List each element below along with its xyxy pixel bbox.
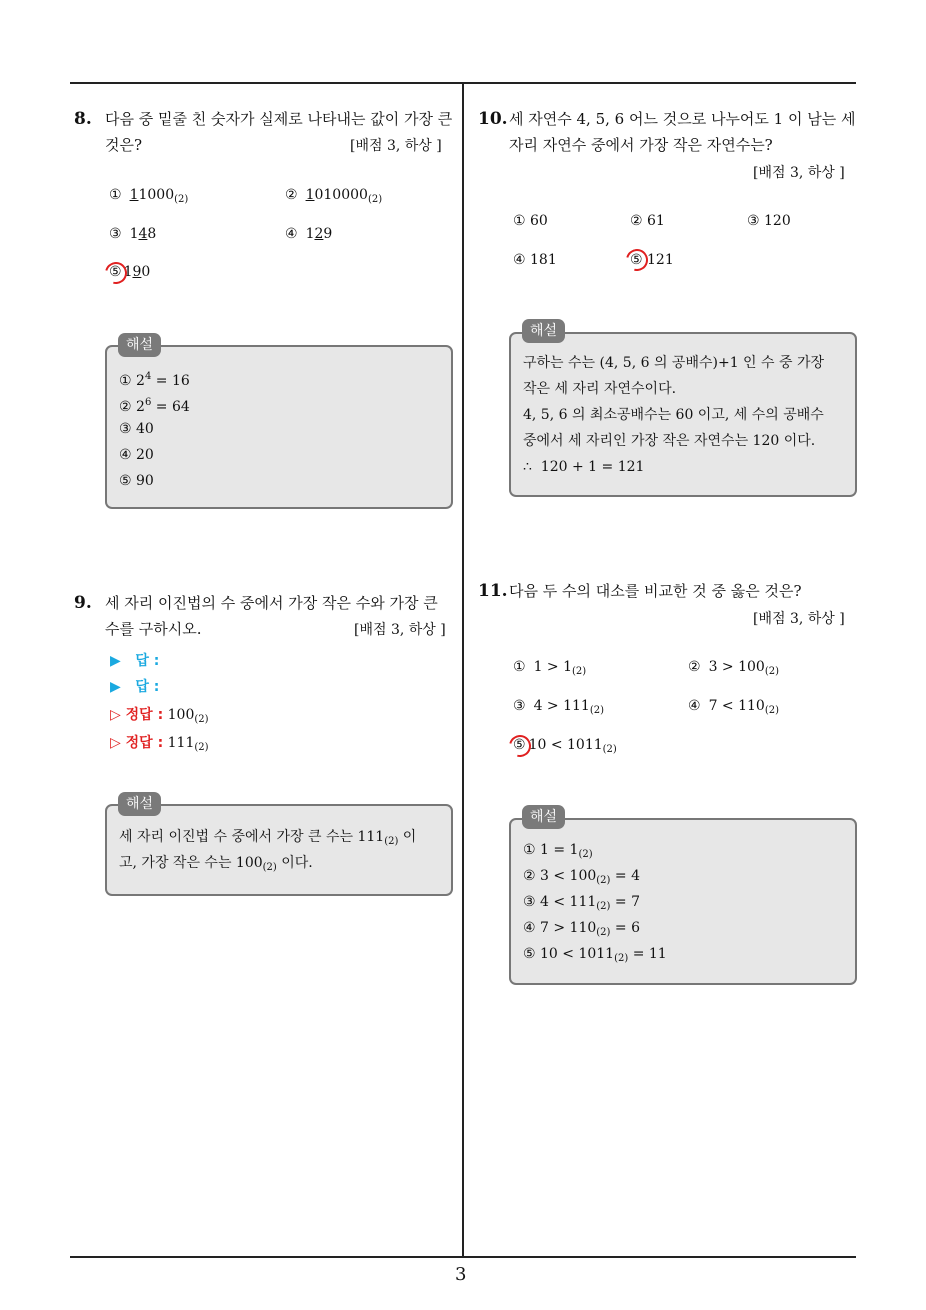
correct-answer-circle	[622, 245, 652, 275]
result: = 64	[151, 399, 190, 415]
score-meta: [배점 3, 하상 ]	[350, 138, 442, 154]
choice-mark: ④	[688, 698, 701, 714]
choice-4[interactable]: ④ 181	[513, 252, 557, 268]
question-line-1: 세 자연수 4, 5, 6 어느 것으로 나누어도 1 이 남는 세	[509, 110, 856, 128]
base-subscript: (2)	[602, 744, 617, 755]
choice-mark: ①	[523, 842, 536, 858]
underlined-digit: 9	[132, 264, 142, 280]
solution-tag: 해설	[118, 792, 161, 816]
choice-mark: ⑤	[119, 473, 132, 489]
base-subscript: (2)	[614, 953, 629, 964]
base-subscript: (2)	[262, 862, 277, 873]
base-subscript: (2)	[194, 742, 209, 753]
digits-pre: 1	[305, 226, 315, 242]
underlined-digit: 1	[305, 187, 315, 203]
solution-line-5	[523, 941, 667, 972]
solution-line-4: 중에서 세 자리인 가장 작은 자연수는 120 이다.	[523, 433, 816, 449]
question-line-1: 다음 두 수의 대소를 비교한 것 중 옳은 것은?	[509, 582, 802, 600]
answer-value: 111	[167, 735, 195, 751]
choice-mark: ②	[688, 659, 701, 675]
underlined-digit: 2	[314, 226, 324, 242]
digits-post: 0	[141, 264, 151, 280]
question-line-2: 것은?	[105, 136, 143, 154]
choice-mark: ②	[285, 187, 298, 203]
choice-mark: ④	[119, 447, 132, 463]
choice-3[interactable]: ③ 120	[747, 213, 791, 229]
solution-tag: 해설	[118, 333, 161, 357]
score-meta: [배점 3, 하상 ]	[354, 622, 446, 638]
comparison: 10 < 1011	[540, 946, 615, 962]
comparison: 4 > 111	[533, 698, 590, 714]
text: 세 자리 이진법 수 중에서 가장 큰 수는 111	[119, 829, 385, 845]
exponent: 6	[144, 397, 152, 408]
underlined-digit: 1	[129, 187, 139, 203]
base-subscript: (2)	[367, 194, 383, 205]
solution-line-4	[119, 442, 154, 468]
question-line-2: 수를 구하시오.	[105, 620, 202, 638]
base-subscript: (2)	[764, 666, 779, 677]
solution-tag: 해설	[522, 805, 565, 829]
score-meta: [배점 3, 하상 ]	[753, 611, 845, 627]
choice-3[interactable]	[513, 698, 604, 716]
base-subscript: (2)	[174, 194, 189, 205]
column-divider	[462, 82, 464, 1257]
choice-mark: ③	[119, 421, 132, 437]
digits-post: 010000	[314, 187, 368, 203]
correct-answer-1	[110, 704, 209, 725]
solution-box	[105, 804, 453, 896]
choice-5[interactable]: ⑤ 121	[630, 252, 674, 268]
choice-1[interactable]	[109, 187, 188, 205]
choice-mark: ⑤	[513, 737, 526, 753]
comparison: 1 > 1	[533, 659, 573, 675]
comparison: 3 > 100	[708, 659, 765, 675]
solution-line-1: 구하는 수는 (4, 5, 6 의 공배수)+1 인 수 중 가장	[523, 355, 825, 371]
question-line-2: 자리 자연수 중에서 가장 작은 자연수는?	[509, 136, 773, 154]
base: 2	[136, 373, 145, 389]
solution-line-2: 작은 세 자리 자연수이다.	[523, 381, 677, 397]
answer-label: ▷ 정답 :	[110, 707, 164, 723]
base-subscript: (2)	[384, 836, 399, 847]
question-line-1: 세 자리 이진법의 수 중에서 가장 작은 수와 가장 큰	[105, 594, 438, 612]
comparison: 1 = 1	[540, 842, 579, 858]
result: = 6	[610, 920, 640, 936]
solution-line-3: 4, 5, 6 의 최소공배수는 60 이고, 세 수의 공배수	[523, 407, 824, 423]
bottom-rule	[70, 1256, 856, 1258]
base-subscript: (2)	[578, 849, 593, 860]
result: = 11	[628, 946, 667, 962]
solution-box	[509, 332, 857, 497]
question-number: 9.	[74, 593, 92, 613]
digits-post: 9	[323, 226, 333, 242]
correct-answer-circle	[505, 731, 535, 761]
comparison: 7 > 110	[540, 920, 597, 936]
choice-2[interactable]: ② 61	[630, 213, 665, 229]
digits-post: 8	[147, 226, 157, 242]
solution-line-5: ∴ 120 + 1 = 121	[523, 459, 645, 475]
choice-1[interactable]: ① 60	[513, 213, 548, 229]
answer-blank-1[interactable]: ▶ 답 :	[110, 653, 160, 669]
exponent: 4	[144, 371, 152, 382]
choice-mark: ①	[513, 659, 526, 675]
answer-label: ▷ 정답 :	[110, 735, 164, 751]
comparison: 3 < 100	[540, 868, 597, 884]
solution-line-5	[119, 468, 154, 494]
result: = 7	[610, 894, 640, 910]
choice-mark: ⑤	[109, 264, 122, 280]
choice-4[interactable]	[688, 698, 779, 716]
result: = 4	[610, 868, 640, 884]
solution-line-2	[119, 850, 313, 881]
choice-mark: ①	[109, 187, 122, 203]
digits-pre: 1	[129, 226, 139, 242]
value: 40	[136, 421, 154, 437]
question-number: 10.	[478, 109, 508, 129]
correct-answer-circle	[101, 258, 131, 288]
digits-pre: 1	[123, 264, 133, 280]
choice-mark: ③	[523, 894, 536, 910]
choice-mark: ⑤	[523, 946, 536, 962]
score-meta: [배점 3, 하상 ]	[753, 165, 845, 181]
choice-mark: ②	[523, 868, 536, 884]
base-subscript: (2)	[194, 714, 209, 725]
comparison: 7 < 110	[708, 698, 765, 714]
question-number: 11.	[478, 581, 508, 601]
question-number: 8.	[74, 109, 92, 129]
base-subscript: (2)	[596, 927, 611, 938]
digits-post: 1000	[138, 187, 175, 203]
base-subscript: (2)	[764, 705, 779, 716]
choice-1[interactable]	[513, 659, 586, 677]
choice-mark: ④	[523, 920, 536, 936]
underlined-digit: 4	[138, 226, 148, 242]
choice-4[interactable]	[285, 226, 332, 242]
solution-line-3	[119, 416, 154, 442]
choice-3[interactable]	[109, 226, 156, 242]
answer-blank-2[interactable]: ▶ 답 :	[110, 679, 160, 695]
solution-box	[509, 818, 857, 985]
choice-2[interactable]	[688, 659, 779, 677]
base-subscript: (2)	[589, 705, 604, 716]
text: 고, 가장 작은 수는 100	[119, 855, 263, 871]
result: = 16	[151, 373, 190, 389]
page-number: 3	[455, 1264, 467, 1285]
answer-value: 100	[167, 707, 195, 723]
solution-tag: 해설	[522, 319, 565, 343]
choice-mark: ③	[109, 226, 122, 242]
question-line-1: 다음 중 밑줄 친 숫자가 실제로 나타내는 값이 가장 큰	[105, 110, 453, 128]
choice-2[interactable]	[285, 187, 382, 205]
choice-mark: ④	[285, 226, 298, 242]
choice-mark: ②	[119, 399, 132, 415]
comparison: 10 < 1011	[528, 737, 603, 753]
choice-mark: ①	[119, 373, 132, 389]
solution-box	[105, 345, 453, 509]
text: 이다.	[276, 855, 313, 871]
base-subscript: (2)	[596, 901, 611, 912]
value: 90	[136, 473, 154, 489]
correct-answer-2	[110, 732, 209, 753]
comparison: 4 < 111	[540, 894, 597, 910]
text: 이	[398, 829, 417, 845]
base-subscript: (2)	[596, 875, 611, 886]
base: 2	[136, 399, 145, 415]
value: 20	[136, 447, 154, 463]
base-subscript: (2)	[572, 666, 587, 677]
choice-mark: ③	[513, 698, 526, 714]
